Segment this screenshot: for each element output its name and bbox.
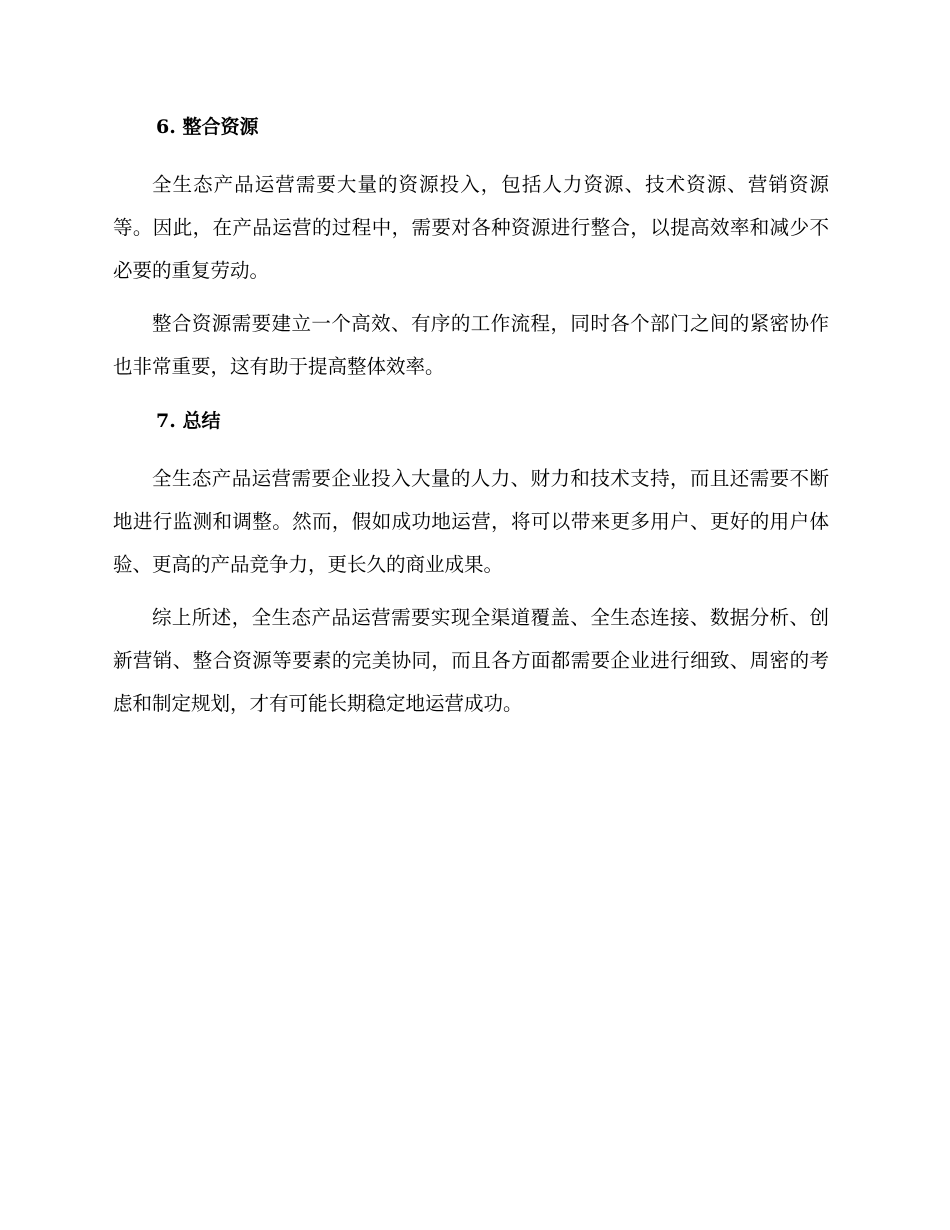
paragraph-workflow-collaboration: 整合资源需要建立一个高效、有序的工作流程，同时各个部门之间的紧密协作也非常重要，这有助于提高整体效率。: [113, 312, 829, 378]
section-heading-summary: 7. 总结: [156, 410, 221, 432]
paragraph-summary-investment: 全生态产品运营需要企业投入大量的人力、财力和技术支持，而且还需要不断地进行监测和调整。然而，假如成功地运营，将可以带来更多用户、更好的用户体验、更高的产品竞争力，更长久的商业成果。: [113, 467, 829, 576]
paragraph-conclusion: 综上所述，全生态产品运营需要实现全渠道覆盖、全生态连接、数据分析、创新营销、整合资源等要素的完美协同，而且各方面都需要企业进行细致、周密的考虑和制定规划，才有可能长期稳定地运营成功。: [113, 606, 829, 715]
document-body: [113, 108, 829, 725]
section-heading-integrate-resources: 6. 整合资源: [156, 116, 259, 138]
paragraph-resource-investment: 全生态产品运营需要大量的资源投入，包括人力资源、技术资源、营销资源等。因此，在产品运营的过程中，需要对各种资源进行整合，以提高效率和减少不必要的重复劳动。: [113, 173, 829, 282]
